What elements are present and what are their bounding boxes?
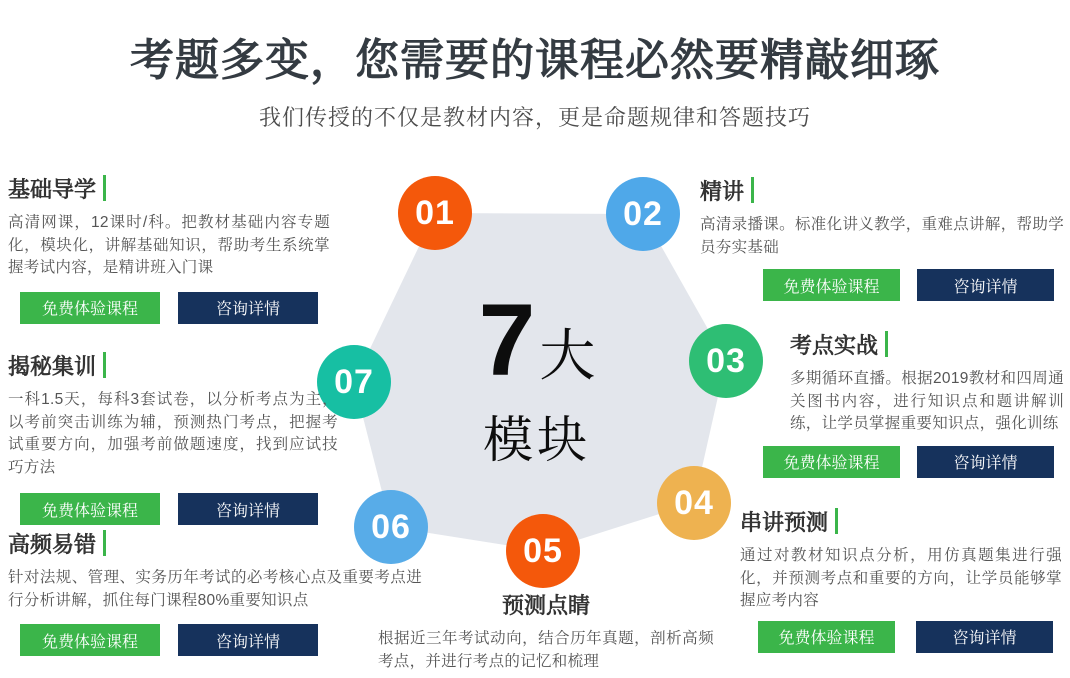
section-title: 考点实战 [790,332,879,358]
free-trial-button[interactable]: 免费体验课程 [763,446,900,478]
cta-row [740,621,1062,653]
section-description: 高清录播课。标准化讲义教学，重难点讲解，帮助学员夯实基础 [700,216,1064,256]
free-trial-button[interactable]: 免费体验课程 [20,292,160,324]
section-jiemijixun [8,351,338,525]
section-kaodianshizhan [763,330,1064,478]
section-description: 针对法规、管理、实务历年考试的必考核心点及重要考点进行分析讲解，抓住每门课程80%重要知识点 [8,569,422,609]
section-jingjiang [700,176,1064,301]
section-header [700,176,1064,204]
section-description: 通过对教材知识点分析，用仿真题集进行强化，并预测考点和重要的方向，让学员能够掌握应考内容 [740,547,1062,609]
badge-number: 02 [623,194,663,233]
section-description: 一科1.5天，每科3套试卷，以分析考点为主，以考前突击训练为辅，预测热门考点，把握考试重要方向，加强考前做题速度，找到应试技巧方法 [8,391,338,476]
big-number: 7 [478,283,536,397]
page-subtitle: 我们传授的不仅是教材内容，更是命题规律和答题技巧 [258,105,811,130]
section-title: 基础导学 [8,176,97,202]
section-description: 多期循环直播。根据2019教材和四周通关图书内容，进行知识点和题讲解训练，让学员掌握重要知识点，强化训练 [790,370,1064,432]
section-description: 高清网课，12课时/科。把教材基础内容专题化，模块化，讲解基础知识，帮助考生系统掌握考试内容，是精讲班入门课 [8,214,330,276]
cta-row [20,624,422,656]
module-badge-01 [398,176,472,250]
module-badge-05 [506,514,580,588]
title-accent-bar [103,530,106,556]
badge-number: 06 [371,507,411,546]
cta-row [700,269,1064,301]
consult-button[interactable]: 咨询详情 [178,292,318,324]
section-title: 串讲预测 [740,509,829,535]
badge-number: 04 [674,483,714,522]
title-accent-bar [885,331,888,357]
section-header [8,174,330,202]
section-jichudaoxue [8,174,330,324]
badge-number: 03 [706,341,746,380]
free-trial-button[interactable]: 免费体验课程 [758,621,895,653]
big-number-unit: 大 [539,324,596,387]
section-title: 精讲 [700,178,745,204]
center-label [377,283,697,472]
section-gaopinyicuo [8,529,422,656]
free-trial-button[interactable]: 免费体验课程 [763,269,900,301]
cta-row [20,493,338,525]
header [0,24,1070,132]
section-title: 高频易错 [8,531,97,557]
consult-button[interactable]: 咨询详情 [178,493,318,525]
module-badge-02 [606,177,680,251]
badge-number: 07 [334,362,374,401]
badge-number: 01 [415,193,455,232]
section-title: 预测点睛 [501,592,590,618]
cta-row [20,292,330,324]
section-header [8,351,338,379]
section-header [763,330,1064,358]
free-trial-button[interactable]: 免费体验课程 [20,493,160,525]
section-header [8,529,422,557]
section-header [740,507,1062,535]
consult-button[interactable]: 咨询详情 [916,621,1053,653]
consult-button[interactable]: 咨询详情 [917,269,1054,301]
cta-row [763,446,1064,478]
badge-number: 05 [523,531,563,570]
free-trial-button[interactable]: 免费体验课程 [20,624,160,656]
section-title: 揭秘集训 [8,353,97,379]
section-yucedianjing [378,590,714,673]
consult-button[interactable]: 咨询详情 [178,624,318,656]
module-badge-04 [657,466,731,540]
section-chuanjiangyuce [740,507,1062,653]
title-accent-bar [103,175,106,201]
page-title: 考题多变，您需要的课程必然要精敲细琢 [130,36,940,85]
module-badge-03 [689,324,763,398]
section-description: 根据近三年考试动向，结合历年真题，剖析高频考点，并进行考点的记忆和梳理 [378,630,714,670]
center-modules-label: 模块 [483,412,591,468]
center-number-line [377,283,697,397]
title-accent-bar [103,352,106,378]
section-header [378,590,714,618]
title-accent-bar [835,508,838,534]
title-accent-bar [751,177,754,203]
consult-button[interactable]: 咨询详情 [917,446,1054,478]
